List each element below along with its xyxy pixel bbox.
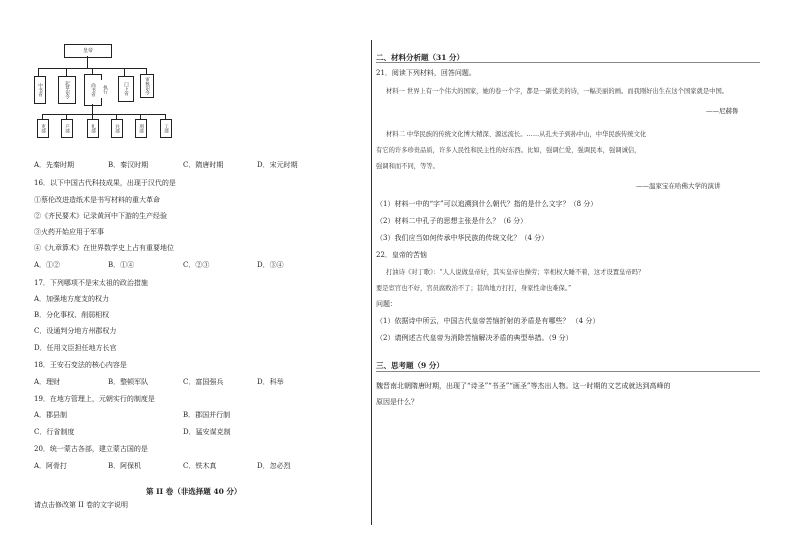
q22-question-label: 问题：	[376, 300, 397, 308]
q15-option-b: B．秦汉时期	[108, 161, 149, 169]
q16-item-4: ④《九章算术》在世界数学史上占有重要地位	[34, 244, 174, 252]
q21-material-2-line3: 强调和而不同，等等。	[376, 163, 439, 170]
q17-option-d: D．任用文臣担任地方长官	[34, 344, 117, 352]
org-chart-shangshu-box: 尚书省	[84, 74, 102, 106]
column-divider	[371, 40, 372, 525]
q16-item-2: ②《齐民要术》记录黄河中下游的生产经验	[34, 212, 167, 220]
org-chart-ministry-li: 吏部	[37, 119, 49, 138]
q21-material-2-line1: 材料二 中华民族的传统文化博大精深、源远流长。……从孔夫子到孙中山，中华民族传统文化	[386, 131, 647, 138]
section-2-rule	[376, 62, 760, 63]
q17-option-c: C．设通判分地方州郡权力	[34, 327, 117, 335]
q18-option-a: A．理财	[34, 378, 61, 386]
q21-material-1-source: ——尼赫鲁	[706, 107, 739, 115]
q21-stem: 21．阅读下列材料，回答问题。	[376, 69, 476, 77]
q16-option-c: C．②③	[183, 261, 210, 269]
q21-material-2-source: ——温家宝在哈佛大学的演讲	[636, 182, 721, 190]
org-chart-zhongshu-box: 中书省	[34, 76, 46, 104]
section-3-title: 三、思考题（9 分）	[376, 361, 444, 370]
q20-option-c: C．铁木真	[183, 462, 217, 470]
q22-sub-2: （2）请例述古代皇帝为消除苦恼解决矛盾的典型举措。（9 分）	[376, 334, 573, 342]
q18-stem: 18．王安石变法的核心内容是	[34, 361, 127, 369]
q21-sub-2: （2）材料二中孔子的思想主张是什么？（6 分）	[376, 217, 528, 225]
q23-line2: 原因是什么？	[376, 398, 418, 406]
q16-item-3: ③火药开始应用于军事	[34, 228, 104, 236]
q17-option-a: A．加强地方度支的权力	[34, 295, 110, 303]
q18-option-b: B．整顿军队	[108, 378, 149, 386]
q22-material-line1: 打油诗《对丁歌》：“人人说做皇帝好，其实皇帝也操劳；宰相权大睡不着，这才设置皇帝吗？	[386, 269, 645, 276]
org-chart-draft-box: 起草诏令	[58, 76, 76, 104]
q16-option-d: D．③④	[257, 261, 284, 269]
section-3-rule	[376, 371, 760, 372]
org-chart-ministry-gong: 工部	[160, 119, 172, 138]
q20-option-b: B．阿保机	[108, 462, 142, 470]
q20-option-d: D．忽必烈	[257, 462, 291, 470]
org-chart-ministry-rites: 礼部	[87, 119, 99, 138]
q15-option-c: C．隋唐时期	[183, 161, 224, 169]
q15-option-d: D．宋元时期	[257, 161, 298, 169]
q21-material-1: 材料一 世界上有一个伟大的国家，她的卷一个字，都是一副优美的诗，一幅美丽的画。而我刚好出生在这个国家就是中国。	[386, 88, 729, 95]
q19-option-c: C．行省制度	[34, 428, 75, 436]
org-chart-menxia-box: 门下省	[118, 76, 134, 102]
q22-material-line2: 要是宦官也不好，官员腐败治不了；甚尚地方打打，身家性命也难保。”	[376, 285, 572, 292]
part2-note: 请点击修改第 II 卷的文字说明	[34, 501, 128, 509]
q16-item-1: ①蔡伦改进造纸术是书写材料的重大革命	[34, 196, 160, 204]
q19-option-b: B．郡国并行制	[183, 411, 231, 419]
org-chart-ministry-bing: 兵部	[111, 119, 123, 138]
org-chart-ministry-hu: 户部	[61, 119, 73, 138]
part2-title: 第 II 卷（非选择题 40 分）	[146, 487, 242, 496]
q17-stem: 17．下列哪项不是宋太祖的政治措施	[34, 279, 148, 287]
org-chart-ministry-xing: 刑部	[135, 119, 147, 138]
q15-option-a: A．先秦时期	[34, 161, 75, 169]
q23-line1: 魏晋南北朝隋唐时期，出现了“诗圣”“书圣”“画圣”等杰出人物。这一时期的文艺成就达到高峰的	[376, 382, 671, 390]
org-chart-execute-box: 执行	[101, 80, 109, 98]
org-chart-review-box: 审核诏令	[140, 74, 154, 98]
section-2-title: 二、材料分析题（31 分）	[376, 53, 465, 62]
q18-option-c: C．富国强兵	[183, 378, 224, 386]
q22-sub-1: （1）依据诗中所云，中国古代皇帝苦恼折射的矛盾是有哪些？ （4 分）	[376, 317, 600, 325]
q17-option-b: B．分化事权、削弱相权	[34, 311, 110, 319]
q21-sub-1: （1）材料一中的“字”可以追溯到什么朝代？指的是什么文字？（8 分）	[376, 200, 598, 208]
q20-stem: 20．统一蒙古各部，建立蒙古国的是	[34, 445, 148, 453]
q20-option-a: A．阿骨打	[34, 462, 68, 470]
q19-option-d: D．猛安谋克制	[183, 428, 231, 436]
q22-stem: 22．皇帝的苦恼	[376, 251, 427, 259]
q16-option-b: B．①④	[108, 261, 135, 269]
q21-material-2-line2: 有它的许多珍贵品质，许多人民性和民主性的好东西。比如，强调仁爱，强调民本，强调诚信，	[376, 147, 641, 154]
q16-option-a: A．①②	[34, 261, 61, 269]
q16-stem: 16．以下中国古代科技成果，出现于汉代的是	[34, 179, 176, 187]
org-chart-emperor-box: 皇帝	[64, 44, 112, 58]
q19-option-a: A．郡县制	[34, 411, 68, 419]
q19-stem: 19．在地方管理上，元朝实行的制度是	[34, 395, 155, 403]
q18-option-d: D．科举	[257, 378, 284, 386]
q21-sub-3: （3）我们应当如何传承中华民族的传统文化？（4 分）	[376, 234, 549, 242]
